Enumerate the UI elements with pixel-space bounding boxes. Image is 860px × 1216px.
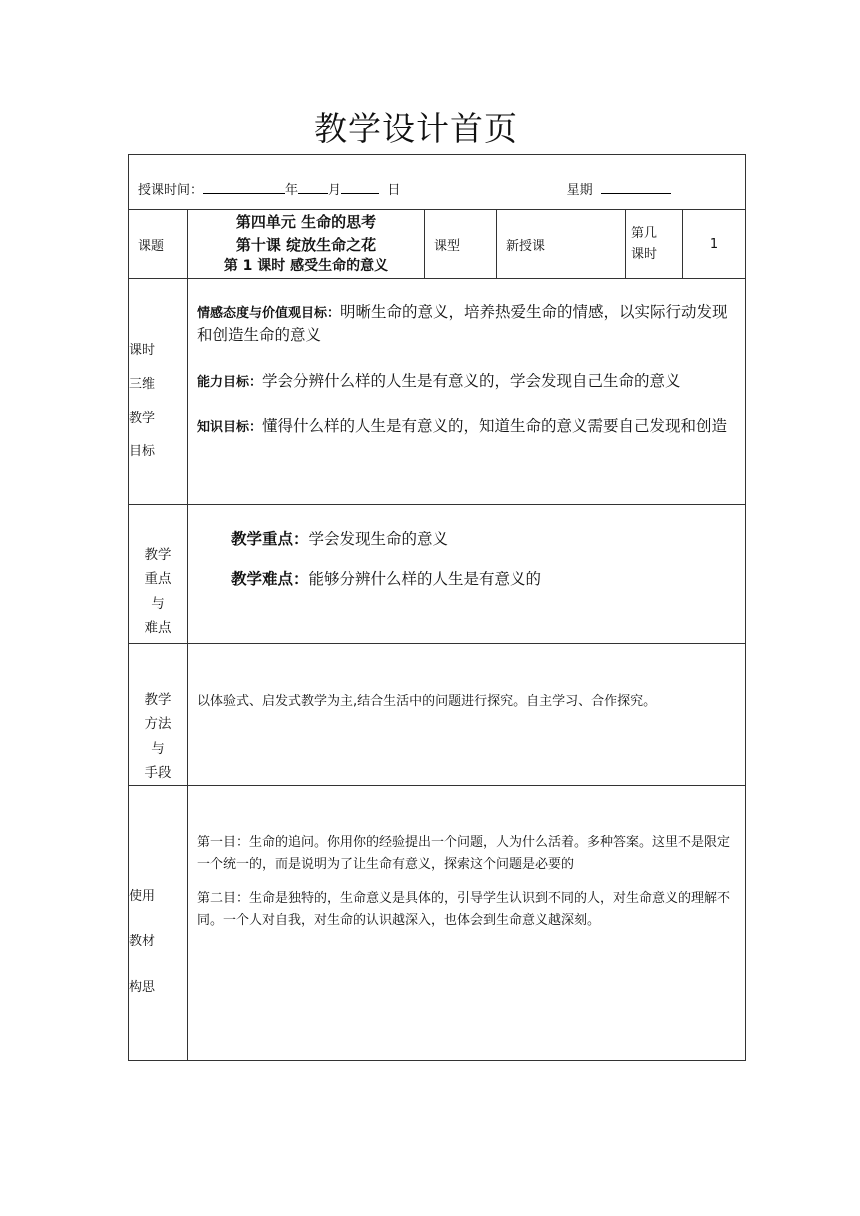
topic-row bbox=[129, 210, 746, 279]
objectives-label-2: 三维 bbox=[129, 376, 156, 392]
day-label: 日 bbox=[387, 182, 401, 198]
methods-label-2: 方法 bbox=[144, 716, 172, 733]
objectives-side-label bbox=[129, 279, 188, 505]
ability-objective-label: 能力目标： bbox=[197, 375, 263, 391]
topic-label: 课题 bbox=[129, 210, 188, 279]
methods-label-1: 教学 bbox=[144, 692, 172, 708]
keypoints-label-2: 重点 bbox=[144, 571, 172, 588]
year-label: 年 bbox=[285, 182, 299, 198]
lesson-title: 第十课 绽放生命之花 bbox=[235, 235, 377, 254]
type-value: 新授课 bbox=[497, 210, 626, 279]
time-row bbox=[129, 155, 746, 210]
teaching-focus-text: 学会发现生命的意义 bbox=[308, 530, 449, 548]
lesson-plan-table bbox=[128, 154, 746, 1061]
teaching-difficulty-text: 能够分辨什么样的人生是有意义的 bbox=[308, 570, 542, 588]
ability-objective-text: 学会分辨什么样的人生是有意义的，学会发现自己生命的意义 bbox=[262, 372, 681, 391]
objectives-row bbox=[129, 279, 746, 505]
keypoints-label-3: 与 bbox=[151, 595, 165, 612]
week-label: 星期 bbox=[566, 182, 593, 198]
objectives-label-4: 目标 bbox=[129, 444, 156, 460]
objectives-content bbox=[188, 279, 746, 505]
unit-title: 第四单元 生命的思考 bbox=[235, 213, 377, 231]
methods-row bbox=[129, 644, 746, 786]
knowledge-objective bbox=[197, 415, 739, 438]
objectives-label-1: 课时 bbox=[129, 342, 156, 358]
materials-label-3: 构思 bbox=[129, 979, 156, 995]
month-label: 月 bbox=[328, 182, 342, 198]
emotion-objective-label: 情感态度与价值观目标： bbox=[197, 306, 341, 321]
knowledge-objective-label: 知识目标： bbox=[197, 420, 263, 436]
period-label bbox=[626, 210, 683, 279]
methods-side-label bbox=[129, 644, 188, 786]
methods-label-3: 与 bbox=[151, 740, 165, 757]
time-blank-day[interactable] bbox=[341, 179, 379, 194]
type-label: 课型 bbox=[425, 210, 497, 279]
materials-label-2: 教材 bbox=[129, 934, 156, 950]
materials-paragraph-2: 第二目：生命是独特的，生命意义是具体的，引导学生认识到不同的人，对生命意义的理解不同。一个人对自我，对生命的认识越深入，也体会到生命意义越深刻。 bbox=[197, 891, 731, 929]
topic-cell bbox=[188, 210, 425, 279]
methods-label-4: 手段 bbox=[144, 764, 172, 781]
materials-row bbox=[129, 786, 746, 1061]
keypoints-row bbox=[129, 505, 746, 644]
time-blank-month[interactable] bbox=[298, 179, 328, 194]
time-blank-week[interactable] bbox=[601, 179, 671, 194]
period-label-line-1: 第几 bbox=[631, 225, 658, 241]
knowledge-objective-text: 懂得什么样的人生是有意义的，知道生命的意义需要自己发现和创造 bbox=[262, 417, 728, 436]
methods-content: 以体验式、启发式教学为主,结合生活中的问题进行探究。自主学习、合作探究。 bbox=[188, 644, 746, 786]
teaching-difficulty bbox=[231, 567, 739, 589]
teaching-focus-label: 教学重点： bbox=[231, 530, 309, 548]
keypoints-label-1: 教学 bbox=[144, 547, 172, 563]
emotion-objective bbox=[197, 301, 739, 346]
keypoints-content bbox=[188, 505, 746, 644]
time-blank-year[interactable] bbox=[203, 179, 285, 194]
keypoints-side-label bbox=[129, 505, 188, 644]
materials-side-label bbox=[129, 786, 188, 1061]
period-value: 1 bbox=[683, 210, 746, 279]
objectives-label-3: 教学 bbox=[129, 410, 156, 426]
period-title: 第 1 课时 感受生命的意义 bbox=[223, 258, 389, 274]
teaching-focus bbox=[231, 527, 739, 549]
time-label: 授课时间： bbox=[138, 182, 204, 198]
page-title: 教学设计首页 bbox=[314, 109, 518, 148]
materials-content bbox=[188, 786, 746, 1061]
emotion-objective-text: 明晰生命的意义，培养热爱生命的情感，以实际行动发现和创造生命的意义 bbox=[197, 303, 728, 344]
ability-objective bbox=[197, 370, 739, 393]
period-label-line-2: 课时 bbox=[631, 247, 658, 262]
materials-label-1: 使用 bbox=[129, 888, 156, 904]
keypoints-label-4: 难点 bbox=[144, 619, 172, 636]
teaching-difficulty-label: 教学难点： bbox=[231, 570, 309, 588]
materials-paragraph-1: 第一目：生命的追问。你用你的经验提出一个问题，人为什么活着。多种答案。这里不是限定一个统一的，而是说明为了让生命有意义，探索这个问题是必要的 bbox=[197, 835, 731, 873]
